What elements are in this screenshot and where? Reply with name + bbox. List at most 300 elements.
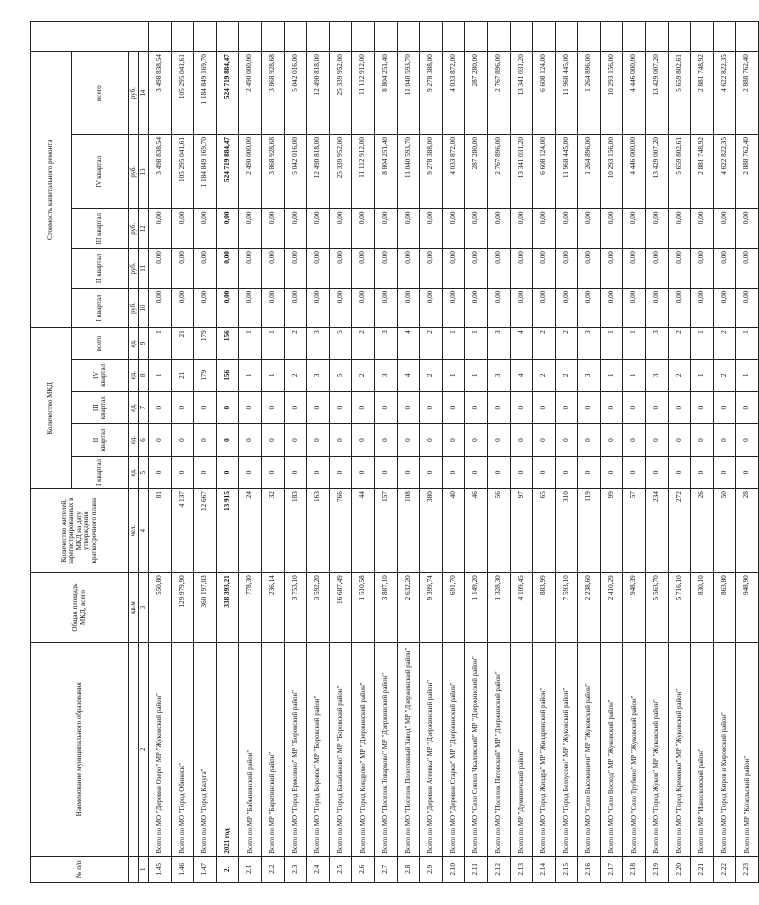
blank-cell	[194, 22, 217, 52]
cost-total: 10 293 156,00	[600, 52, 623, 135]
total-area: 5 716,10	[668, 573, 691, 643]
residents-count: 28	[736, 489, 759, 573]
mkd-q2: 0	[713, 424, 736, 456]
municipality-name: Всего по МР "Козельский район"	[736, 642, 759, 856]
cost-total: 5 042 016,00	[284, 52, 307, 135]
residents-count: 119	[578, 489, 601, 573]
mkd-q2: 0	[555, 424, 578, 456]
unit-count: ед.	[129, 328, 139, 359]
mkd-q4: 5	[329, 359, 352, 391]
cost-total: 13 429 007,20	[646, 52, 669, 135]
row-number: 1.46	[171, 856, 194, 882]
cost-q4: 2 888 762,40	[736, 135, 759, 209]
cost-total: 287 280,00	[465, 52, 488, 135]
cost-q3: 0,00	[397, 209, 420, 249]
municipality-name: Всего по МО "Город Белоусово" МР "Жуковский район"	[555, 642, 578, 856]
unit-count: ед.	[129, 359, 139, 391]
table-body	[149, 22, 759, 883]
cost-q1: 0,00	[578, 288, 601, 328]
total-area: 3 753,10	[284, 573, 307, 643]
cost-q4: 2 490 000,00	[239, 135, 262, 209]
mkd-q4: 3	[578, 359, 601, 391]
mkd-q1: 0	[171, 456, 194, 488]
mkd-q2: 0	[216, 424, 239, 456]
table-row	[713, 22, 736, 883]
cost-q2: 0,00	[600, 249, 623, 289]
cost-q1: 0,00	[736, 288, 759, 328]
mkd-q3: 0	[442, 391, 465, 423]
cost-q4: 8 804 251,40	[374, 135, 397, 209]
mkd-q3: 0	[736, 391, 759, 423]
table-row	[307, 22, 330, 883]
table-row	[668, 22, 691, 883]
residents-count: 40	[442, 489, 465, 573]
total-area: 948,39	[623, 573, 646, 643]
cost-q1: 0,00	[171, 288, 194, 328]
cost-q2: 0,00	[149, 249, 172, 289]
cost-total: 2 881 748,92	[691, 52, 714, 135]
municipality-name: Всего по МО "Город Кременки" МР "Жуковский район"	[668, 642, 691, 856]
capital-repair-table	[30, 21, 759, 883]
cost-q4: 25 339 952,00	[329, 135, 352, 209]
mkd-q2: 0	[510, 424, 533, 456]
mkd-q1: 0	[442, 456, 465, 488]
mkd-q1: 0	[600, 456, 623, 488]
row-number: 1.47	[194, 856, 217, 882]
cost-total: 4 033 872,00	[442, 52, 465, 135]
cost-q4: 11 968 445,00	[555, 135, 578, 209]
mkd-q1: 0	[713, 456, 736, 488]
mkd-total: 4	[397, 328, 420, 359]
table-row	[442, 22, 465, 883]
municipality-name: Всего по МО "Город Балабаново" МР "Боровский район"	[329, 642, 352, 856]
mkd-q3: 0	[668, 391, 691, 423]
mkd-q4: 4	[510, 359, 533, 391]
residents-count: 234	[646, 489, 669, 573]
municipality-name: Всего по МО "Поселок Полотняный Завод" МР "Дзержинский район"	[397, 642, 420, 856]
residents-count: 56	[487, 489, 510, 573]
mkd-q4: 2	[284, 359, 307, 391]
mkd-total: 3	[578, 328, 601, 359]
cost-q2: 0,00	[420, 249, 443, 289]
cost-total: 13 341 031,20	[510, 52, 533, 135]
cost-q3: 0,00	[149, 209, 172, 249]
cost-q4: 5 659 802,61	[668, 135, 691, 209]
cost-q2: 0,00	[578, 249, 601, 289]
cost-total: 6 608 124,00	[533, 52, 556, 135]
total-area: 360 197,03	[194, 573, 217, 643]
cost-q1: 0,00	[307, 288, 330, 328]
table-row	[397, 22, 420, 883]
mkd-q4: 2	[352, 359, 375, 391]
mkd-q1: 0	[578, 456, 601, 488]
total-area: 9 399,74	[420, 573, 443, 643]
table-row	[465, 22, 488, 883]
row-number: 2.4	[307, 856, 330, 882]
cost-q1: 0,00	[646, 288, 669, 328]
blank-cell	[149, 22, 172, 52]
row-number: 2.12	[487, 856, 510, 882]
mkd-q4: 179	[194, 359, 217, 391]
mkd-q2: 0	[646, 424, 669, 456]
cost-q1: 0,00	[510, 288, 533, 328]
mkd-q3: 0	[713, 391, 736, 423]
mkd-total: 1	[691, 328, 714, 359]
col-number: 4	[139, 489, 149, 573]
mkd-q1: 0	[149, 456, 172, 488]
blank-cell	[374, 22, 397, 52]
mkd-q1: 0	[736, 456, 759, 488]
total-area: 948,90	[736, 573, 759, 643]
cost-q2: 0,00	[646, 249, 669, 289]
mkd-q3: 0	[239, 391, 262, 423]
unit-count: ед.	[129, 424, 139, 456]
residents-count: 12 667	[194, 489, 217, 573]
cost-q1: 0,00	[149, 288, 172, 328]
mkd-total: 2	[668, 328, 691, 359]
mkd-q2: 0	[442, 424, 465, 456]
cost-q3: 0,00	[442, 209, 465, 249]
table-row	[261, 22, 284, 883]
mkd-q4: 21	[171, 359, 194, 391]
mkd-q1: 0	[261, 456, 284, 488]
cost-total: 4 622 822,35	[713, 52, 736, 135]
table-row	[352, 22, 375, 883]
cost-q2: 0,00	[442, 249, 465, 289]
mkd-q4: 1	[465, 359, 488, 391]
mkd-q1: 0	[623, 456, 646, 488]
blank-cell	[691, 22, 714, 52]
cost-total: 12 490 818,00	[307, 52, 330, 135]
municipality-name: Всего по МО "Город Жуков" МР "Жуковский район"	[646, 642, 669, 856]
cost-q1: 0,00	[623, 288, 646, 328]
cost-q2: 0,00	[736, 249, 759, 289]
blank-cell	[171, 22, 194, 52]
cost-total: 5 659 802,61	[668, 52, 691, 135]
cost-q3: 0,00	[713, 209, 736, 249]
table-row	[578, 22, 601, 883]
cost-q3: 0,00	[555, 209, 578, 249]
table-row	[239, 22, 262, 883]
mkd-q2: 0	[691, 424, 714, 456]
mkd-q3: 0	[623, 391, 646, 423]
mkd-q1: 0	[691, 456, 714, 488]
total-area: 1 510,58	[352, 573, 375, 643]
municipality-name: Всего по МР "Износковский район"	[691, 642, 714, 856]
row-number: 2.17	[600, 856, 623, 882]
total-area: 2 238,60	[578, 573, 601, 643]
header-cost-total: всего	[72, 52, 129, 135]
mkd-q2: 0	[420, 424, 443, 456]
municipality-name: Всего по МО "Деревня Озеро" МР "Жуковский район"	[149, 642, 172, 856]
unit-rub: руб.	[129, 52, 139, 135]
row-number: 2.20	[668, 856, 691, 882]
row-number: 2.19	[646, 856, 669, 882]
residents-count: 44	[352, 489, 375, 573]
residents-count: 24	[239, 489, 262, 573]
residents-count: 183	[284, 489, 307, 573]
mkd-q3: 0	[555, 391, 578, 423]
total-area: 3 887,10	[374, 573, 397, 643]
cost-q2: 0,00	[194, 249, 217, 289]
mkd-total: 2	[352, 328, 375, 359]
cost-q1: 0,00	[239, 288, 262, 328]
cost-q1: 0,00	[194, 288, 217, 328]
mkd-total: 1	[442, 328, 465, 359]
mkd-total: 5	[329, 328, 352, 359]
residents-count: 380	[420, 489, 443, 573]
table-row	[623, 22, 646, 883]
residents-count: 65	[533, 489, 556, 573]
mkd-q3: 0	[420, 391, 443, 423]
municipality-name: Всего по МО "Город Ермолино" МР "Боровский район"	[284, 642, 307, 856]
col-number: 10	[139, 288, 149, 328]
unit-count: ед.	[129, 456, 139, 488]
mkd-q1: 0	[555, 456, 578, 488]
row-number: 2.21	[691, 856, 714, 882]
row-number: 2.1	[239, 856, 262, 882]
cost-total: 524 719 884,47	[216, 52, 239, 135]
municipality-name: 2021 год	[216, 642, 239, 856]
blank-cell	[442, 22, 465, 52]
mkd-q2: 0	[533, 424, 556, 456]
mkd-q1: 0	[194, 456, 217, 488]
mkd-q3: 0	[261, 391, 284, 423]
mkd-q1: 0	[420, 456, 443, 488]
cost-q4: 2 767 896,00	[487, 135, 510, 209]
mkd-total: 1	[149, 328, 172, 359]
residents-count: 26	[691, 489, 714, 573]
mkd-q4: 3	[646, 359, 669, 391]
row-number: 2.23	[736, 856, 759, 882]
mkd-q3: 0	[646, 391, 669, 423]
mkd-q1: 0	[329, 456, 352, 488]
cost-q2: 0,00	[239, 249, 262, 289]
cost-q4: 11 112 912,00	[352, 135, 375, 209]
mkd-total: 4	[510, 328, 533, 359]
total-area: 16 687,49	[329, 573, 352, 643]
mkd-q3: 0	[216, 391, 239, 423]
mkd-q3: 0	[578, 391, 601, 423]
mkd-total: 2	[555, 328, 578, 359]
mkd-q4: 1	[261, 359, 284, 391]
cost-q4: 4 446 000,00	[623, 135, 646, 209]
cost-q2: 0,00	[261, 249, 284, 289]
cost-q1: 0,00	[487, 288, 510, 328]
cost-q2: 0,00	[397, 249, 420, 289]
cost-q1: 0,00	[329, 288, 352, 328]
mkd-q3: 0	[691, 391, 714, 423]
total-area: 129 979,90	[171, 573, 194, 643]
row-number: 2.14	[533, 856, 556, 882]
row-number: 2.13	[510, 856, 533, 882]
mkd-total: 1	[465, 328, 488, 359]
unit-area: кв.м	[129, 573, 139, 643]
mkd-q2: 0	[578, 424, 601, 456]
unit-people: чел.	[129, 489, 139, 573]
mkd-total: 21	[171, 328, 194, 359]
total-area: 830,10	[691, 573, 714, 643]
mkd-q3: 0	[194, 391, 217, 423]
mkd-total: 3	[487, 328, 510, 359]
municipality-name: Всего по МР "Бабынинский район"	[239, 642, 262, 856]
table-row	[149, 22, 172, 883]
municipality-name: Всего по МО "Село Восход" МР "Жуковский район"	[600, 642, 623, 856]
mkd-total: 1	[736, 328, 759, 359]
header-mkd-q1: I квартал	[72, 456, 129, 488]
cost-q3: 0,00	[352, 209, 375, 249]
header-cost-q2: II квартал	[72, 249, 129, 289]
header-residents: Количество жителей, зарегистрированных в МКД на дату утверждения краткосрочного плана	[31, 489, 129, 573]
blank-cell	[239, 22, 262, 52]
table-row	[736, 22, 759, 883]
cost-total: 1 184 849 169,70	[194, 52, 217, 135]
col-number: 13	[139, 135, 149, 209]
mkd-q2: 0	[397, 424, 420, 456]
header-mkd-total: всего	[72, 328, 129, 359]
mkd-q2: 0	[487, 424, 510, 456]
row-number: 2.2	[261, 856, 284, 882]
residents-count: 163	[307, 489, 330, 573]
cost-q3: 0,00	[307, 209, 330, 249]
residents-count: 57	[623, 489, 646, 573]
row-number: 2.5	[329, 856, 352, 882]
mkd-q1: 0	[510, 456, 533, 488]
total-area: 5 563,70	[646, 573, 669, 643]
mkd-q4: 156	[216, 359, 239, 391]
cost-q1: 0,00	[465, 288, 488, 328]
total-area: 2 410,29	[600, 573, 623, 643]
cost-q4: 5 042 016,00	[284, 135, 307, 209]
cost-q4: 287 280,00	[465, 135, 488, 209]
residents-count: 766	[329, 489, 352, 573]
mkd-q4: 1	[600, 359, 623, 391]
mkd-q4: 2	[533, 359, 556, 391]
municipality-name: Всего по МО "Город Киров и Кировский район"	[713, 642, 736, 856]
municipality-name: Всего по МО "Поселок Пятовский" МР "Дзержинский район"	[487, 642, 510, 856]
mkd-q4: 1	[736, 359, 759, 391]
table-row	[216, 22, 239, 883]
mkd-total: 3	[374, 328, 397, 359]
residents-count: 157	[374, 489, 397, 573]
cost-q4: 9 278 388,00	[420, 135, 443, 209]
row-number: 2.11	[465, 856, 488, 882]
table-row	[420, 22, 443, 883]
mkd-q1: 0	[397, 456, 420, 488]
mkd-q1: 0	[352, 456, 375, 488]
cost-total: 25 339 952,00	[329, 52, 352, 135]
cost-q1: 0,00	[284, 288, 307, 328]
mkd-q4: 2	[668, 359, 691, 391]
cost-q1: 0,00	[374, 288, 397, 328]
cost-q4: 105 295 041,61	[171, 135, 194, 209]
cost-q3: 0,00	[239, 209, 262, 249]
mkd-q2: 0	[465, 424, 488, 456]
cost-total: 1 264 896,00	[578, 52, 601, 135]
mkd-q1: 0	[465, 456, 488, 488]
cost-q3: 0,00	[600, 209, 623, 249]
cost-q3: 0,00	[668, 209, 691, 249]
col-number: 8	[139, 359, 149, 391]
cost-q1: 0,00	[600, 288, 623, 328]
cost-q4: 13 341 031,20	[510, 135, 533, 209]
mkd-q4: 3	[487, 359, 510, 391]
mkd-q1: 0	[239, 456, 262, 488]
cost-q3: 0,00	[194, 209, 217, 249]
blank-cell	[533, 22, 556, 52]
mkd-q2: 0	[623, 424, 646, 456]
cost-q4: 4 622 822,35	[713, 135, 736, 209]
municipality-name: Всего по МО "Поселок Товарково" МР "Дзержинский район"	[374, 642, 397, 856]
mkd-q2: 0	[239, 424, 262, 456]
cost-q3: 0,00	[736, 209, 759, 249]
municipality-name: Всего по МО "Город Боровск" МР "Боровский район"	[307, 642, 330, 856]
mkd-q1: 0	[668, 456, 691, 488]
cost-total: 8 804 251,40	[374, 52, 397, 135]
mkd-total: 2	[284, 328, 307, 359]
mkd-q4: 1	[691, 359, 714, 391]
cost-total: 2 767 896,00	[487, 52, 510, 135]
mkd-q3: 0	[465, 391, 488, 423]
cost-q3: 0,00	[465, 209, 488, 249]
total-area: 3 592,20	[307, 573, 330, 643]
cost-q2: 0,00	[533, 249, 556, 289]
blank-cell	[216, 22, 239, 52]
cost-q2: 0,00	[691, 249, 714, 289]
cost-q2: 0,00	[465, 249, 488, 289]
row-number: 2.18	[623, 856, 646, 882]
cost-q2: 0,00	[487, 249, 510, 289]
cost-q3: 0,00	[284, 209, 307, 249]
cost-q4: 3 868 928,68	[261, 135, 284, 209]
cost-q1: 0,00	[691, 288, 714, 328]
mkd-q1: 0	[646, 456, 669, 488]
mkd-q4: 2	[420, 359, 443, 391]
blank-cell	[397, 22, 420, 52]
mkd-q1: 0	[284, 456, 307, 488]
mkd-q2: 0	[600, 424, 623, 456]
mkd-q1: 0	[307, 456, 330, 488]
cost-q2: 0,00	[668, 249, 691, 289]
blank-cell	[307, 22, 330, 52]
mkd-q3: 0	[510, 391, 533, 423]
table-row	[329, 22, 352, 883]
cost-q4: 2 881 748,92	[691, 135, 714, 209]
mkd-q4: 1	[149, 359, 172, 391]
cost-q2: 0,00	[329, 249, 352, 289]
residents-count: 46	[465, 489, 488, 573]
mkd-q2: 0	[374, 424, 397, 456]
mkd-total: 156	[216, 328, 239, 359]
mkd-q3: 0	[284, 391, 307, 423]
mkd-total: 2	[533, 328, 556, 359]
municipality-name: Всего по МО "Деревня Агеевка" МР "Дзержинский район"	[420, 642, 443, 856]
total-area: 778,30	[239, 573, 262, 643]
blank-cell	[465, 22, 488, 52]
total-area: 2 632,20	[397, 573, 420, 643]
mkd-q2: 0	[668, 424, 691, 456]
cost-total: 3 498 838,54	[149, 52, 172, 135]
table-row	[194, 22, 217, 883]
header-mkd-q4: IV квартал	[72, 359, 129, 391]
blank-cell	[352, 22, 375, 52]
header-name: Наименование муниципального образования	[31, 642, 129, 856]
cost-total: 4 446 000,00	[623, 52, 646, 135]
cost-total: 105 295 041,61	[171, 52, 194, 135]
cost-q2: 0,00	[307, 249, 330, 289]
table-row	[600, 22, 623, 883]
total-area: 691,70	[442, 573, 465, 643]
